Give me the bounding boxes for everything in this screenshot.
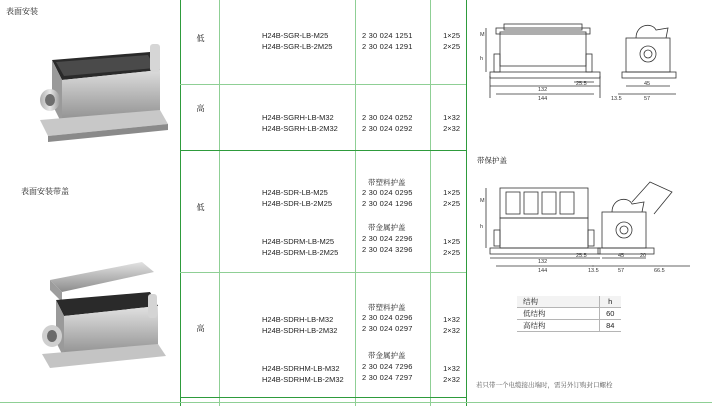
height-table-header: h: [599, 296, 621, 308]
height-table-header: 结构: [517, 296, 599, 308]
dim-value: 66.5: [654, 268, 665, 272]
pin-count: 2×32: [443, 124, 460, 133]
dim-value: 132: [538, 87, 548, 93]
part-number: H24B-SDR-LB-M25: [262, 188, 328, 197]
pin-count: 1×25: [443, 31, 460, 40]
row-divider-2: [180, 150, 466, 151]
category-high-2: 高: [196, 324, 205, 332]
pin-count: 2×25: [443, 42, 460, 51]
part-number: H24B-SDRH-LB-M32: [262, 315, 334, 324]
part-number: H24B-SGR-LB-M25: [262, 31, 329, 40]
dim-label-side: h: [480, 56, 484, 62]
dim-label-side: h: [480, 224, 484, 230]
part-number: H24B-SDRHM-LB-M32: [262, 364, 340, 373]
category-low-2: 低: [196, 203, 205, 211]
dim-value: 13.5: [588, 268, 599, 272]
cover-type-label: 带塑料护盖: [368, 303, 406, 312]
dim-value: 45: [618, 253, 625, 259]
order-number: 2 30 024 1291: [362, 42, 413, 51]
dim-value: 25.5: [576, 81, 587, 87]
part-number: H24B-SDRM-LB-2M25: [262, 248, 339, 257]
dim-value: 57: [644, 96, 651, 102]
frame-line-right: [466, 0, 467, 406]
dim-value: 132: [538, 259, 548, 265]
order-number: 2 30 024 1251: [362, 31, 413, 40]
pin-count: 2×25: [443, 248, 460, 257]
part-number: H24B-SGR-LB-2M25: [262, 42, 333, 51]
part-number: H24B-SDRM-LB-M25: [262, 237, 335, 246]
category-low-1: 低: [196, 34, 205, 42]
pin-count: 1×32: [443, 364, 460, 373]
part-number: H24B-SDRH-LB-2M32: [262, 326, 338, 335]
pin-count: 2×32: [443, 375, 460, 384]
pin-count: 1×32: [443, 113, 460, 122]
dim-value: 25.5: [576, 253, 587, 259]
cover-type-label: 带金属护盖: [368, 223, 406, 232]
height-table-cell: 60: [599, 308, 621, 320]
cover-type-label: 带金属护盖: [368, 351, 406, 360]
frame-line-category: [219, 0, 220, 406]
housing-photo-cover: [30, 258, 170, 373]
order-number: 2 30 024 7296: [362, 362, 413, 371]
pin-count: 1×25: [443, 237, 460, 246]
frame-line-left: [180, 0, 181, 406]
part-number: H24B-SGRH-LB-2M32: [262, 124, 338, 133]
part-number: H24B-SDR-LB-2M25: [262, 199, 333, 208]
part-number: H24B-SDRHM-LB-2M32: [262, 375, 344, 384]
order-number: 2 30 024 0297: [362, 324, 413, 333]
section-title-protective-cover: 带保护盖: [477, 156, 507, 165]
dim-value: 144: [538, 268, 548, 272]
order-number: 2 30 024 0292: [362, 124, 413, 133]
order-number: 2 30 024 2296: [362, 234, 413, 243]
dim-label-side: M: [480, 32, 485, 38]
part-number: H24B-SGRH-LB-M32: [262, 113, 334, 122]
height-table-cell: 84: [599, 320, 621, 332]
height-table-cell: 低结构: [517, 308, 599, 320]
dim-value: 20: [640, 253, 647, 259]
dim-value: 57: [618, 268, 625, 272]
page-bottom-line: [0, 402, 712, 403]
dimension-drawing-top: [476, 14, 706, 104]
row-divider-bottom: [180, 397, 466, 398]
order-number: 2 30 024 1296: [362, 199, 413, 208]
housing-photo-top: [30, 40, 170, 150]
order-number: 2 30 024 0252: [362, 113, 413, 122]
dim-value: 45: [644, 81, 651, 87]
pin-count: 2×32: [443, 326, 460, 335]
pin-count: 1×32: [443, 315, 460, 324]
dim-value: 144: [538, 96, 548, 102]
pin-count: 1×25: [443, 188, 460, 197]
row-divider-1: [180, 84, 466, 85]
footnote: 若只带一个电缆接出端时，需另外订购封口螺栓: [476, 382, 613, 389]
height-table-cell: 高结构: [517, 320, 599, 332]
row-divider-3: [180, 272, 466, 273]
pin-count: 2×25: [443, 199, 460, 208]
height-table: [517, 296, 621, 332]
dim-value: 13.5: [611, 96, 622, 102]
order-number: 2 30 024 0296: [362, 313, 413, 322]
section-title-surface-mount: 表面安装: [6, 7, 38, 16]
order-number: 2 30 024 7297: [362, 373, 413, 382]
order-number: 2 30 024 0295: [362, 188, 413, 197]
dimension-drawing-bottom: [476, 172, 712, 272]
cover-type-label: 带塑料护盖: [368, 178, 406, 187]
category-high-1: 高: [196, 104, 205, 112]
section-title-surface-mount-cover: 表面安装带盖: [21, 187, 69, 196]
order-number: 2 30 024 3296: [362, 245, 413, 254]
dim-label-side: M: [480, 198, 485, 204]
frame-line-part: [355, 0, 356, 406]
